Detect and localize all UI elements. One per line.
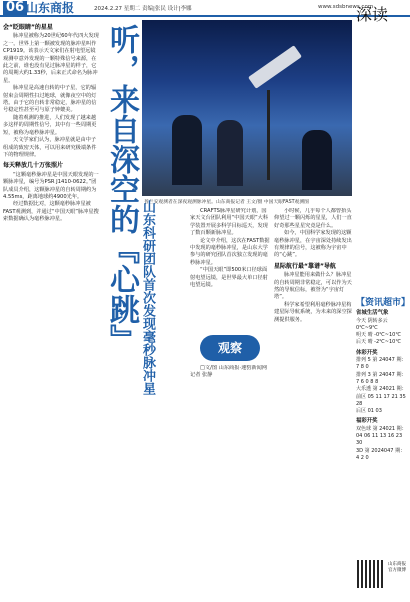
weather-heading: 省城生活气象 xyxy=(356,310,389,317)
welfare-lottery-heading: 福彩开奖 xyxy=(356,418,378,425)
heading-blinking-star: 会“眨眼睛”的星星 xyxy=(3,24,53,31)
section-tag: 深读 xyxy=(356,5,389,24)
lottery-line: 排列 5 第 24047 期：7 8 0 xyxy=(356,357,407,371)
paragraph: 脉冲星被称为20世纪60年代四大发现之一。世界上第一颗被发现的脉冲星叫作CP1919。该表示天文家们在射电望远镜观测中意外发现的一颗特殊信号来源，在此之前，谁也没有见过脉冲星的样子，它的周期大约1.33秒，后来正式命名为脉冲星。 xyxy=(3,33,99,84)
sidebox-title: 【资讯超市】 xyxy=(356,298,410,308)
date-line: 2024.2.27 星期二 责编|张民 设计|李娜 xyxy=(94,6,192,12)
paragraph: 科学家希望利用毫秒脉冲星构建星际导航系统，为未来的深空探测提供服务。 xyxy=(274,301,352,323)
mid-column-bottom xyxy=(190,365,270,595)
paragraph: □文/图 山东商报·速豹新闻网记者 张静 xyxy=(190,365,268,379)
paragraph: 小时候，几乎每个人都曾抬头仰望过一颗闪烁的星星，人们一直好奇那些星星究竟是什么。 xyxy=(274,208,352,229)
paragraph: 经过数据比对，这颗毫秒脉冲星被FAST观测到，并通过“中国天眼”脉冲星搜索数据确认为毫秒脉冲星。 xyxy=(3,201,99,223)
sports-lottery-heading: 体彩开奖 xyxy=(356,349,378,356)
mid-column-top xyxy=(190,208,270,328)
lottery-line: 3D 第 2024047 期：4 2 0 xyxy=(356,447,406,461)
page-header xyxy=(0,0,410,17)
paragraph: 如今，中国科学家发现的这颗毫秒脉冲星，在宇宙深处持续发出有规律的信号，这被称为宇宙中的“心跳”。 xyxy=(274,230,352,259)
lottery-line: 大乐透 第 24021 期： xyxy=(356,386,407,393)
person-silhouette xyxy=(302,130,332,190)
observe-badge: 观察 xyxy=(200,335,260,361)
heading-photos: 每天释放几十万张照片 xyxy=(3,162,64,170)
qr-code-icon[interactable] xyxy=(357,560,385,588)
page-number: 06 xyxy=(3,1,27,15)
weather-line: 明天 晴 -0℃~10℃ xyxy=(356,332,401,339)
site-url[interactable]: www.sdsbnews.com xyxy=(318,4,374,10)
paragraph: 随着观测的推进，人们发现了越来越多这样的周期性信号，其中有一些周期更短，被称为毫秒脉冲星。 xyxy=(3,114,97,136)
paragraph: 脉冲星能用来做什么？脉冲星的自转周期非常稳定，可以作为天然的导航信标，被誉为“宇宙灯塔”。 xyxy=(274,272,352,301)
main-title: 听，来自深空的『心跳』 xyxy=(104,24,139,354)
lottery-line: 前区 05 11 17 21 35 28 xyxy=(356,393,406,407)
weather-line: 今天 阴转多云 0℃~9℃ xyxy=(356,317,388,331)
right-text-column xyxy=(274,208,354,588)
info-sidebox xyxy=(356,300,408,462)
heading-navigation: 星际航行最“靠谱”导航 xyxy=(274,262,336,270)
paragraph: 天文学家们认为，脉冲星就是由中子组成的致密天体，可以用来研究极端条件下的物理规律。 xyxy=(3,137,97,158)
telescope-photo xyxy=(142,20,352,196)
person-silhouette xyxy=(217,120,243,186)
person-silhouette xyxy=(172,115,202,185)
lottery-line: 排列 3 第 24047 期：7 6 0 8 8 xyxy=(356,371,407,385)
left-column xyxy=(3,21,99,599)
paper-name: 山东商报 xyxy=(26,1,75,15)
lottery-line: 后区 01 03 xyxy=(356,408,382,415)
paragraph: CRAFTS脉冲星研究计划，国家天文台团队利用“中国天眼”大科学装置开展多科学目标巡天，发现了数百颗新脉冲星。 xyxy=(190,208,269,237)
telescope-tube xyxy=(248,45,302,89)
lottery-line: 双色球 第 24021 期： xyxy=(356,425,407,432)
sub-title: 山东科研团队首次发现毫秒脉冲星 xyxy=(140,200,155,395)
paragraph: 论文中介绍，这次在FAST数据中发现的毫秒脉冲星，是山东大学参与的研究团队首次独立发现的毫秒脉冲星。 xyxy=(190,237,270,266)
telescope-tripod xyxy=(267,90,270,180)
paragraph: “这颗毫秒脉冲星是中国天眼发现的一颗脉冲星，编号为PSR J1410-0622。”团队成员介绍，这颗脉冲星的自转周期约为4.55ms，距离地球约4900光年。 xyxy=(3,171,99,200)
paragraph: 脉冲星是高速自转的中子星，它的辐射束会周期性扫过地球，就像夜空中的灯塔。由于它的自转非常稳定，脉冲星的信号稳定性甚至可与原子钟媲美。 xyxy=(3,85,97,114)
paragraph: “中国天眼”即500米口径球面射电望远镜，是世界最大单口径射电望远镜。 xyxy=(190,267,268,289)
photo-caption: 普兰安观测者在深夜观测脉冲星。山东商报记者 王文/摄 中国天眼FAST观测图 xyxy=(144,200,309,205)
weather-line: 后天 晴 -2℃~10℃ xyxy=(356,339,401,346)
lottery-line: 04 06 11 13 16 23 30 xyxy=(356,433,403,447)
qr-caption: 山东商报官方微博 xyxy=(388,562,406,573)
